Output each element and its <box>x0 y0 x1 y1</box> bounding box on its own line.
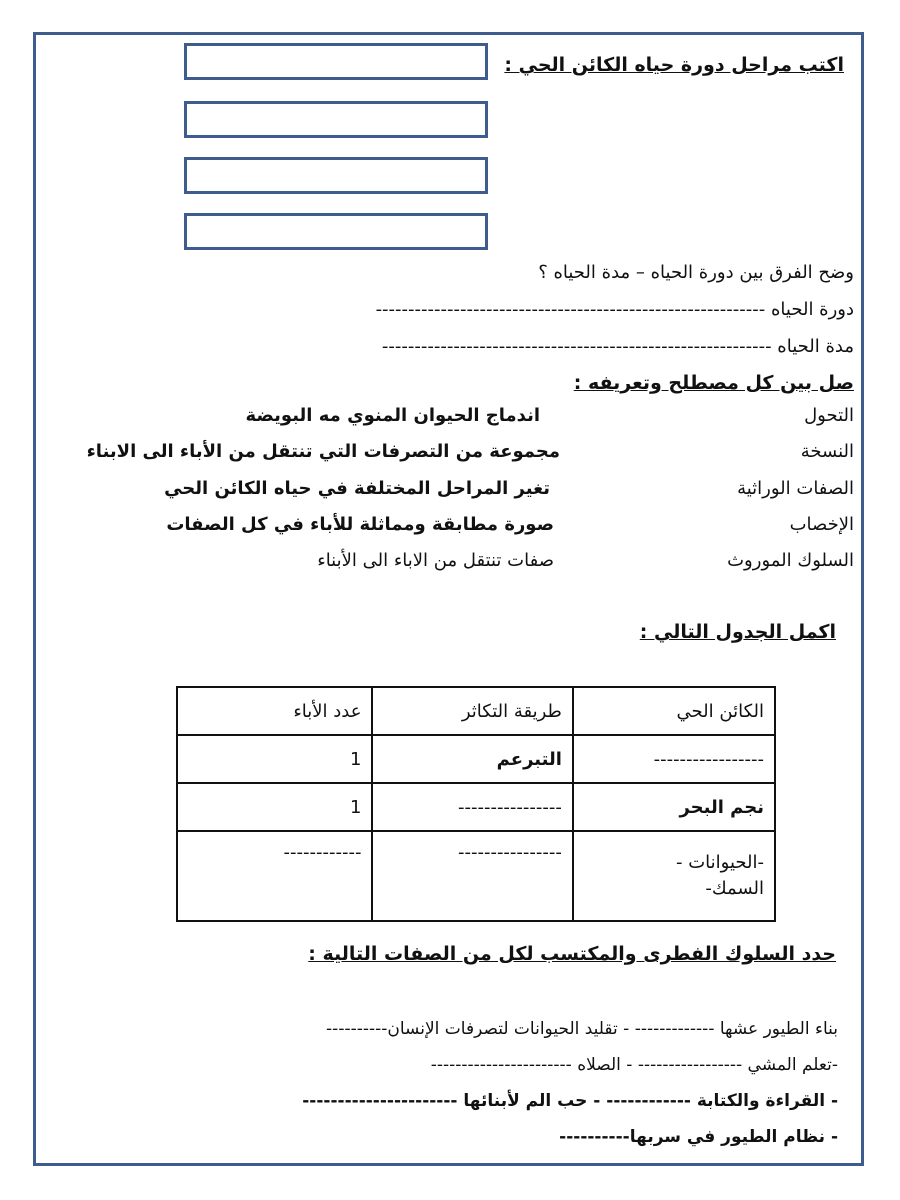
life-span-answer-line: مدة الحياه ------------------------------------------------------------ <box>381 336 854 357</box>
term-item: النسخة <box>800 441 854 462</box>
header-organism: الكائن الحي <box>573 687 775 735</box>
table-row <box>177 783 775 831</box>
life-cycle-answer-line: دورة الحياه ------------------------------------------------------------ <box>375 299 854 320</box>
organism-fish: السمك- <box>705 878 764 899</box>
behavior-line: -تعلم المشي ----------------- - الصلاه ----------------------- <box>430 1055 838 1075</box>
term-item: السلوك الموروث <box>727 550 854 571</box>
answer-box-2[interactable] <box>184 101 488 138</box>
page-border <box>33 32 864 1166</box>
answer-box-3[interactable] <box>184 157 488 194</box>
behavior-heading: حدد السلوك الفطرى والمكتسب لكل من الصفات التالية : <box>308 943 836 965</box>
table-row <box>177 735 775 783</box>
definition-item: مجموعة من التصرفات التي تنتقل من الأباء الى الابناء <box>86 441 560 462</box>
classification-table <box>176 686 776 922</box>
table-cell <box>573 831 775 921</box>
table-cell[interactable]: ------------ <box>177 831 372 921</box>
behavior-line: بناء الطيور عشها ------------- - تقليد الحيوانات لتصرفات الإنسان---------- <box>326 1019 838 1039</box>
table-cell: نجم البحر <box>573 783 775 831</box>
behavior-line: - نظام الطيور في سربها---------- <box>559 1127 838 1147</box>
table-cell: 1 <box>177 783 372 831</box>
behavior-line: - القراءة والكتابة ------------ - حب الم لأبنائها ---------------------- <box>302 1091 838 1111</box>
answer-box-4[interactable] <box>184 213 488 250</box>
organism-animals: -الحيوانات - <box>676 852 764 873</box>
table-cell: التبرعم <box>372 735 572 783</box>
definition-item: اندماج الحيوان المنوي مه البويضة <box>245 405 540 426</box>
definition-item: تغير المراحل المختلفة في حياه الكائن الحي <box>164 478 550 499</box>
table-row <box>177 831 775 921</box>
section1-heading: اكتب مراحل دورة حياه الكائن الحي : <box>504 54 844 76</box>
table-cell[interactable]: ---------------- <box>372 783 572 831</box>
term-item: الإخصاب <box>789 514 854 535</box>
table-header-row <box>177 687 775 735</box>
header-parent-count: عدد الأباء <box>177 687 372 735</box>
matching-heading: صل بين كل مصطلح وتعريفه : <box>573 372 854 394</box>
header-reproduction-method: طريقة التكاثر <box>372 687 572 735</box>
table-cell[interactable]: ----------------- <box>573 735 775 783</box>
term-item: الصفات الوراثية <box>737 478 854 499</box>
definition-item: صورة مطابقة ومماثلة للأباء في كل الصفات <box>166 514 554 535</box>
difference-question: وضح الفرق بين دورة الحياه – مدة الحياه ؟ <box>538 262 854 283</box>
term-item: التحول <box>804 405 854 426</box>
table-heading: اكمل الجدول التالي : <box>639 621 836 643</box>
answer-box-1[interactable] <box>184 43 488 80</box>
table-cell: 1 <box>177 735 372 783</box>
table-cell[interactable]: ---------------- <box>372 831 572 921</box>
definition-item: صفات تنتقل من الاباء الى الأبناء <box>317 550 554 571</box>
